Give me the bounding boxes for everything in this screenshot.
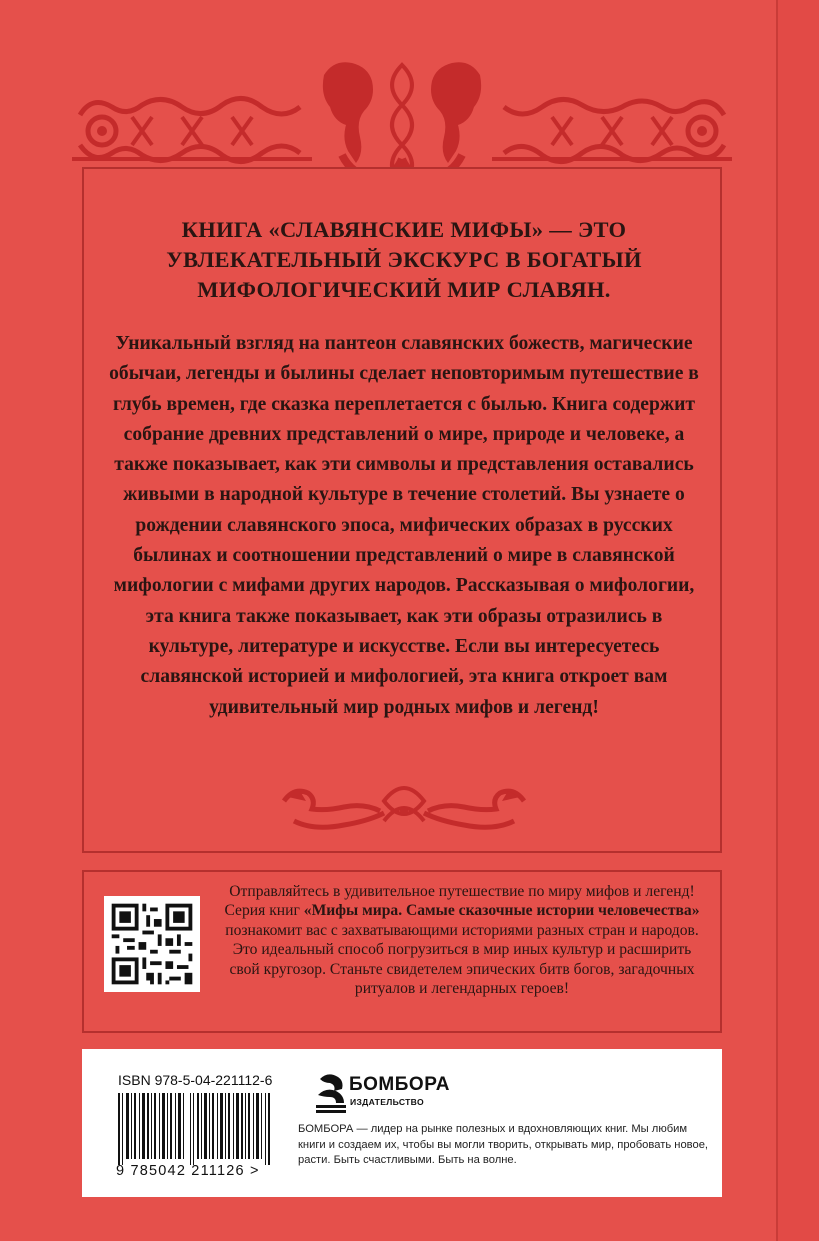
series-promo-text: Отправляйтесь в удивительное путешествие по миру мифов и легенд! Серия книг «Мифы мира. Самые сказочные истории человечества» познакомит вас с захватывающими историями разных стран и народов. Это идеальный способ погрузиться в мир иных культур и расширить свой кругозор. Станьте свидетелем эпических битв богов, загадочных ритуалов и легендарных героев! <box>224 883 700 998</box>
barcode <box>118 1093 270 1165</box>
barcode-digits: 9 785042 211126 > <box>116 1163 260 1179</box>
right-beast <box>431 62 481 163</box>
publisher-box <box>82 1049 722 1197</box>
series-promo-box <box>82 870 722 1033</box>
spine <box>778 0 819 1241</box>
left-knot-band <box>72 98 312 161</box>
main-frame <box>82 167 722 853</box>
left-beast <box>323 62 373 163</box>
body-text: Уникальный взгляд на пантеон славянских божеств, магические обычаи, легенды и былины сделает неповторимым путешествие в глубь времен, где сказка переплетается с былью. Книга содержит собрание древних представлений о мире, природе и человеке, а также показывает, как эти символы и представления оставались живыми в народной культуре в течение столетий. Вы узнаете о рождении славянского эпоса, мифических образах в русских былинах и соотношении представлений о мире в славянской мифологии с мифами других народов. Рассказывая о мифологии, эта книга также показывает, как эти образы отразились в культуре, литературе и искусстве. Если вы интересуетесь славянской историей и мифологией, эта книга откроет вам удивительный мир родных мифов и легенд! <box>109 333 699 718</box>
bottom-ornament <box>264 781 544 841</box>
publisher-description: БОМБОРА — лидер на рынке полезных и вдохновляющих книг. Мы любим книги и создаем их, чтобы вы могли творить, открывать мир, пробовать новое, расти. Быть счастливыми. Быть на волне. <box>298 1123 709 1167</box>
publisher-brand: БОМБОРА <box>349 1074 450 1095</box>
lead-text: КНИГА «СЛАВЯНСКИЕ МИФЫ» — ЭТО УВЛЕКАТЕЛЬНЫЙ ЭКСКУРС В БОГАТЫЙ МИФОЛОГИЧЕСКИЙ МИР СЛАВЯН. <box>166 217 642 302</box>
right-knot-band <box>492 99 732 161</box>
isbn-label: ISBN 978-5-04-221112-6 <box>118 1072 273 1088</box>
qr-code[interactable] <box>104 896 200 992</box>
publisher-brand-sub: ИЗДАТЕЛЬСТВО <box>350 1097 424 1107</box>
series-name: «Мифы мира. Самые сказочные истории человечества» <box>303 902 700 920</box>
